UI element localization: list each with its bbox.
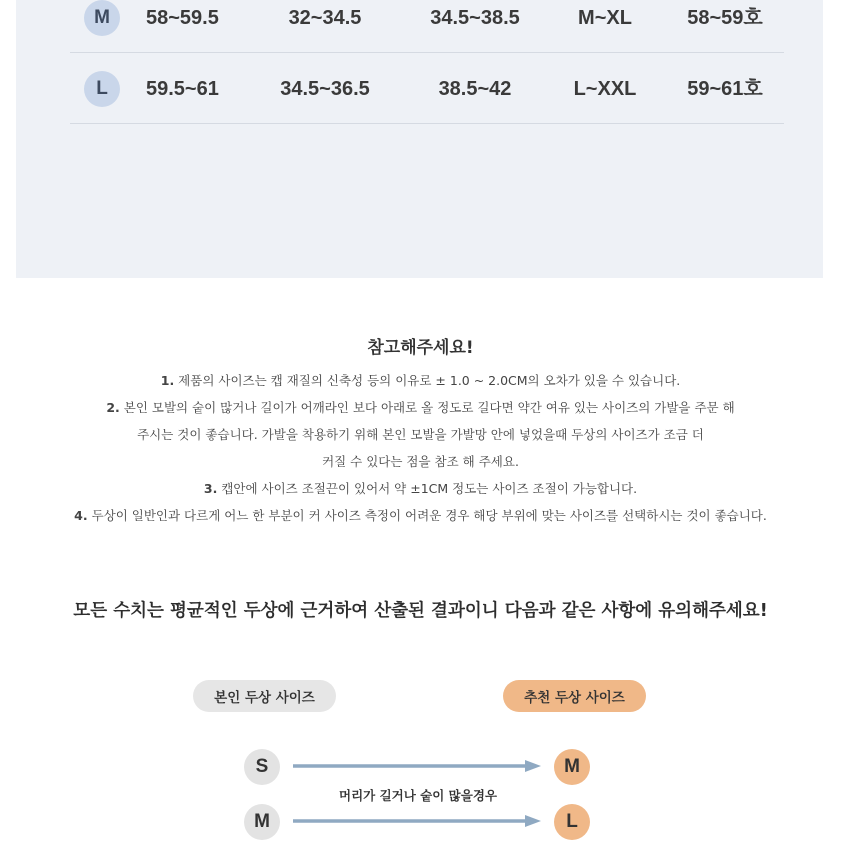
size-table-panel bbox=[16, 0, 823, 278]
notice-item bbox=[0, 371, 841, 389]
hat-size: 58~59호 bbox=[687, 7, 763, 29]
notice-item-text: 제품의 사이즈는 캡 재질의 신축성 등의 이유로 ± 1.0 ~ 2.0CM의 오차가 있을 수 있습니다. bbox=[174, 373, 681, 388]
notice-item-text: 커질 수 있다는 점을 참조 해 주세요. bbox=[322, 454, 519, 469]
notice-item bbox=[0, 398, 841, 416]
headline: 모든 수치는 평균적인 두상에 근거하여 산출된 결과이니 다음과 같은 사항에 유의해주세요! bbox=[73, 601, 768, 621]
size-measure-3: 34.5~38.5 bbox=[430, 7, 520, 29]
notice-item-text: 캡안에 사이즈 조절끈이 있어서 약 ±1CM 정도는 사이즈 조절이 가능합니다. bbox=[217, 481, 638, 496]
head-circumference: 59.5~61 bbox=[146, 78, 219, 100]
notice-item-number: 4. bbox=[74, 508, 88, 523]
size-badge: L bbox=[84, 71, 120, 107]
notice-title: 참고해주세요! bbox=[367, 338, 474, 358]
notice-item bbox=[0, 479, 841, 497]
recommended-size-circle: M bbox=[554, 749, 590, 785]
notice-item-text: 두상이 일반인과 다르게 어느 한 부분이 커 사이즈 측정이 어려운 경우 해당 부위에 맞는 사이즈를 선택하시는 것이 좋습니다. bbox=[87, 508, 767, 523]
cap-size: M~XL bbox=[578, 7, 632, 29]
head-circumference: 58~59.5 bbox=[146, 7, 219, 29]
notice-item-continued bbox=[0, 425, 841, 443]
size-measure-2: 32~34.5 bbox=[288, 7, 362, 29]
size-measure-2: 34.5~36.5 bbox=[280, 78, 370, 100]
arrow-right-icon bbox=[293, 814, 543, 828]
own-size-circle: M bbox=[244, 804, 280, 840]
arrow-right-icon bbox=[293, 759, 543, 773]
recommendation-caption: 머리가 길거나 숱이 많을경우 bbox=[339, 788, 497, 803]
notice-item-continued bbox=[0, 452, 841, 470]
notice-item-text: 본인 모발의 숱이 많거나 길이가 어깨라인 보다 아래로 올 정도로 길다면 약간 여유 있는 사이즈의 가발을 주문 해 bbox=[119, 400, 735, 415]
cap-size: L~XXL bbox=[573, 78, 637, 100]
notice-item-number: 2. bbox=[106, 400, 120, 415]
size-row-l bbox=[70, 53, 784, 124]
notice-item-number: 1. bbox=[160, 373, 175, 388]
own-size-circle: S bbox=[244, 749, 280, 785]
notice-item bbox=[0, 506, 841, 524]
size-badge: M bbox=[84, 0, 120, 36]
size-measure-3: 38.5~42 bbox=[438, 78, 512, 100]
recommended-size-circle: L bbox=[554, 804, 590, 840]
recommended-size-label: 추천 두상 사이즈 bbox=[503, 680, 646, 712]
size-row-m bbox=[70, 0, 784, 53]
notice-item-number: 3. bbox=[203, 481, 218, 496]
hat-size: 59~61호 bbox=[687, 78, 763, 100]
notice-item-text: 주시는 것이 좋습니다. 가발을 착용하기 위해 본인 모발을 가발망 안에 넣었을때 두상의 사이즈가 조금 더 bbox=[137, 427, 704, 442]
own-size-label: 본인 두상 사이즈 bbox=[193, 680, 336, 712]
